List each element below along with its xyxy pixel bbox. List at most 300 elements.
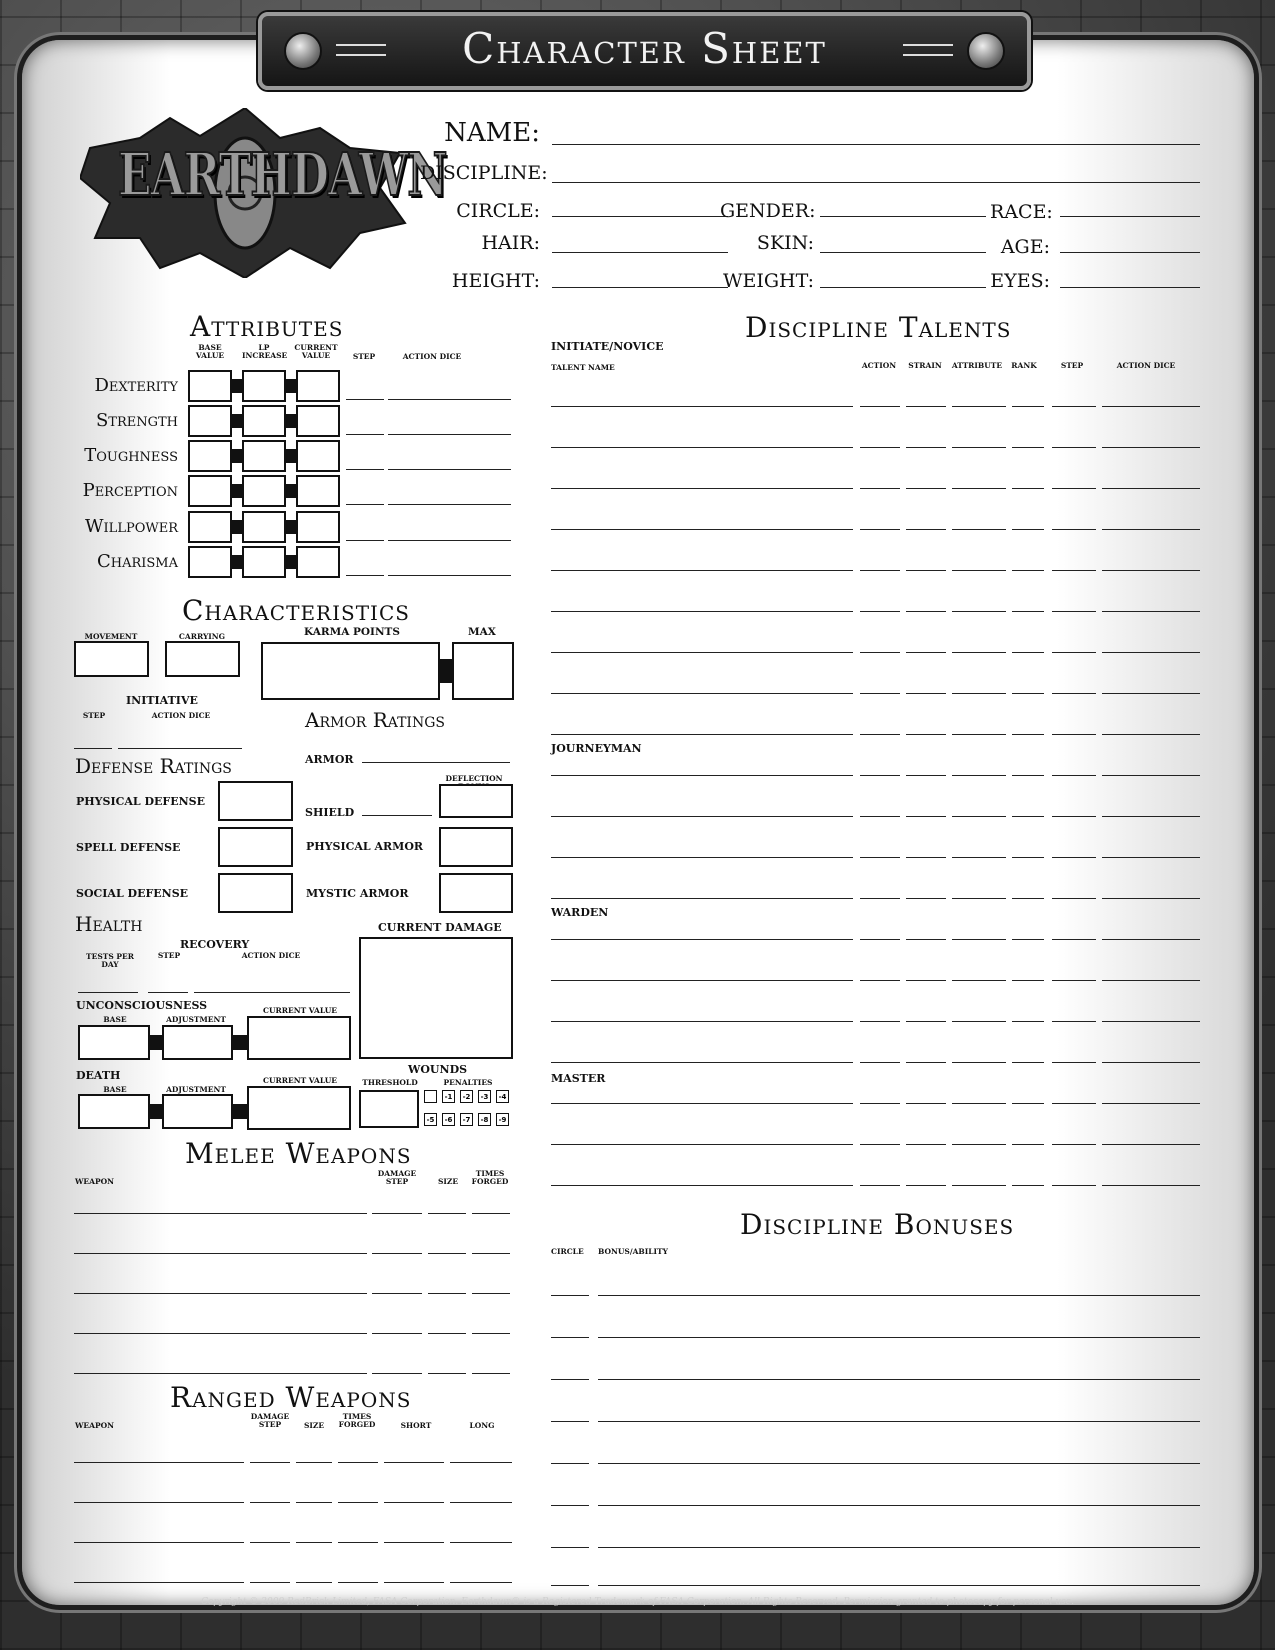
ranged-damage-field[interactable] (250, 1582, 290, 1583)
height-field[interactable] (552, 287, 728, 288)
talent-strain-field[interactable] (906, 734, 946, 735)
talent-action-field[interactable] (860, 529, 900, 530)
shield-field[interactable] (362, 815, 432, 816)
uncon-current-value-box[interactable] (247, 1016, 351, 1060)
attribute-joint (232, 449, 242, 463)
ranged-forged-field[interactable] (338, 1462, 378, 1463)
attribute-step-field[interactable] (346, 540, 384, 541)
talent-strain-field[interactable] (906, 693, 946, 694)
attribute-dice-field[interactable] (388, 469, 511, 470)
ranged-weapon-field[interactable] (74, 1542, 244, 1543)
talent-strain-field[interactable] (906, 447, 946, 448)
talent-strain-field[interactable] (906, 1021, 946, 1022)
attribute-current-box[interactable] (296, 405, 340, 437)
melee-damage-field[interactable] (372, 1333, 422, 1334)
talent-step-field[interactable] (1052, 980, 1096, 981)
talent-name-field[interactable] (551, 857, 853, 858)
talent-action-field[interactable] (860, 406, 900, 407)
talent-rank-field[interactable] (1012, 1062, 1044, 1063)
ranged-size-field[interactable] (296, 1502, 332, 1503)
bonus-circle-field[interactable] (551, 1379, 589, 1380)
death-base-box[interactable] (78, 1094, 150, 1129)
talent-name-field[interactable] (551, 1103, 853, 1104)
attribute-joint (232, 484, 242, 498)
carrying-capacity-label: CARRYING (178, 632, 226, 641)
melee-forged-field[interactable] (472, 1293, 510, 1294)
melee-damage-field[interactable] (372, 1373, 422, 1374)
talent-rank-field[interactable] (1012, 734, 1044, 735)
ranged-short-field[interactable] (384, 1502, 444, 1503)
carrying-capacity-box[interactable] (165, 641, 240, 677)
talent-name-field[interactable] (551, 652, 853, 653)
talent-dice-field[interactable] (1102, 1103, 1200, 1104)
attribute-dice-field[interactable] (388, 434, 511, 435)
talent-action-field[interactable] (860, 693, 900, 694)
talent-rank-field[interactable] (1012, 1103, 1044, 1104)
recovery-step-label: STEP (157, 951, 181, 960)
talent-step-field[interactable] (1052, 488, 1096, 489)
talent-rank-field[interactable] (1012, 1185, 1044, 1186)
wound-penalty-box[interactable] (424, 1090, 437, 1103)
attribute-step-field[interactable] (346, 575, 384, 576)
wound-penalty-box[interactable]: -2 (460, 1090, 473, 1103)
talent-step-field[interactable] (1052, 734, 1096, 735)
bonus-ability-field[interactable] (598, 1337, 1200, 1338)
initiative-dice-field[interactable] (118, 748, 242, 749)
karma-points-box[interactable] (261, 642, 440, 700)
talent-strain-field[interactable] (906, 898, 946, 899)
talent-action-field[interactable] (860, 1185, 900, 1186)
bonus-ability-field[interactable] (598, 1463, 1200, 1464)
eyes-field[interactable] (1060, 287, 1200, 288)
uncon-base-box[interactable] (78, 1025, 150, 1060)
talent-action-field[interactable] (860, 857, 900, 858)
talent-rank-field[interactable] (1012, 775, 1044, 776)
talent-rank-field[interactable] (1012, 1021, 1044, 1022)
talent-step-field[interactable] (1052, 447, 1096, 448)
talent-action-field[interactable] (860, 652, 900, 653)
ranged-short-field[interactable] (384, 1542, 444, 1543)
talent-attribute-field[interactable] (952, 857, 1006, 858)
bonus-circle-field[interactable] (551, 1295, 589, 1296)
talent-attribute-field[interactable] (952, 816, 1006, 817)
melee-weapon-field[interactable] (74, 1213, 367, 1214)
talent-attribute-field[interactable] (952, 1185, 1006, 1186)
talent-dice-field[interactable] (1102, 529, 1200, 530)
talent-dice-field[interactable] (1102, 447, 1200, 448)
initiative-label: INITIATIVE (126, 694, 198, 707)
talent-step-field[interactable] (1052, 1062, 1096, 1063)
melee-size-field[interactable] (428, 1213, 466, 1214)
talent-header-rank: RANK (1011, 361, 1037, 370)
ranged-damage-field[interactable] (250, 1462, 290, 1463)
attribute-lp-box[interactable] (242, 475, 286, 507)
talent-step-field[interactable] (1052, 611, 1096, 612)
melee-weapon-field[interactable] (74, 1293, 367, 1294)
talent-rank-field[interactable] (1012, 611, 1044, 612)
wound-penalty-box[interactable]: -7 (460, 1113, 473, 1126)
talent-dice-field[interactable] (1102, 857, 1200, 858)
talent-dice-field[interactable] (1102, 1062, 1200, 1063)
attribute-current-box[interactable] (296, 370, 340, 402)
movement-rate-label: MOVEMENT (84, 632, 138, 641)
bonus-circle-field[interactable] (551, 1421, 589, 1422)
talent-name-field[interactable] (551, 1144, 853, 1145)
talent-attribute-field[interactable] (952, 775, 1006, 776)
skin-field[interactable] (820, 252, 986, 253)
talent-rank-field[interactable] (1012, 693, 1044, 694)
ranged-long-field[interactable] (450, 1582, 512, 1583)
talent-step-field[interactable] (1052, 570, 1096, 571)
ranged-size-field[interactable] (296, 1542, 332, 1543)
hair-label: HAIR: (481, 232, 540, 254)
race-field[interactable] (1060, 216, 1200, 217)
talent-strain-field[interactable] (906, 611, 946, 612)
tests-per-day-field[interactable] (78, 992, 138, 993)
talent-attribute-field[interactable] (952, 406, 1006, 407)
talent-attribute-field[interactable] (952, 693, 1006, 694)
talent-strain-field[interactable] (906, 570, 946, 571)
attribute-base-box[interactable] (188, 546, 232, 578)
melee-forged-field[interactable] (472, 1213, 510, 1214)
melee-size-field[interactable] (428, 1333, 466, 1334)
ranged-short-field[interactable] (384, 1462, 444, 1463)
talent-step-field[interactable] (1052, 1021, 1096, 1022)
bonus-circle-field[interactable] (551, 1337, 589, 1338)
talent-attribute-field[interactable] (952, 570, 1006, 571)
ranged-size-field[interactable] (296, 1462, 332, 1463)
name-field[interactable] (552, 144, 1200, 145)
ranged-long-field[interactable] (450, 1542, 512, 1543)
wounds-threshold-box[interactable] (359, 1090, 419, 1128)
talent-rank-field[interactable] (1012, 898, 1044, 899)
talent-dice-field[interactable] (1102, 570, 1200, 571)
ranged-header-weapon: WEAPON (75, 1421, 114, 1430)
armor-field[interactable] (362, 762, 510, 763)
talent-rank-field[interactable] (1012, 857, 1044, 858)
bonus-ability-field[interactable] (598, 1585, 1200, 1586)
wound-penalty-box[interactable]: -9 (496, 1113, 509, 1126)
talent-attribute-field[interactable] (952, 898, 1006, 899)
weight-field[interactable] (820, 287, 986, 288)
talent-step-field[interactable] (1052, 529, 1096, 530)
talent-dice-field[interactable] (1102, 693, 1200, 694)
talent-strain-field[interactable] (906, 816, 946, 817)
recovery-dice-field[interactable] (194, 992, 350, 993)
ranged-weapon-field[interactable] (74, 1462, 244, 1463)
talent-action-field[interactable] (860, 447, 900, 448)
melee-damage-field[interactable] (372, 1293, 422, 1294)
discipline-field[interactable] (552, 182, 1200, 183)
talent-name-field[interactable] (551, 1185, 853, 1186)
attribute-base-box[interactable] (188, 405, 232, 437)
talent-attribute-field[interactable] (952, 1103, 1006, 1104)
attribute-base-box[interactable] (188, 475, 232, 507)
talent-strain-field[interactable] (906, 1062, 946, 1063)
ranged-forged-field[interactable] (338, 1582, 378, 1583)
talent-attribute-field[interactable] (952, 488, 1006, 489)
ranged-forged-field[interactable] (338, 1502, 378, 1503)
bonus-ability-field[interactable] (598, 1547, 1200, 1548)
ranged-weapon-field[interactable] (74, 1502, 244, 1503)
talent-strain-field[interactable] (906, 775, 946, 776)
talent-rank-field[interactable] (1012, 447, 1044, 448)
melee-weapon-field[interactable] (74, 1373, 367, 1374)
bonus-circle-field[interactable] (551, 1505, 589, 1506)
talent-attribute-field[interactable] (952, 611, 1006, 612)
talent-strain-field[interactable] (906, 1103, 946, 1104)
talent-name-field[interactable] (551, 1021, 853, 1022)
talent-name-field[interactable] (551, 693, 853, 694)
talent-dice-field[interactable] (1102, 1021, 1200, 1022)
talent-attribute-field[interactable] (952, 939, 1006, 940)
attribute-current-box[interactable] (296, 546, 340, 578)
attribute-dice-field[interactable] (388, 399, 511, 400)
melee-forged-field[interactable] (472, 1373, 510, 1374)
attribute-dice-field[interactable] (388, 540, 511, 541)
talent-step-field[interactable] (1052, 1185, 1096, 1186)
unconsciousness-label: UNCONSCIOUSNESS (76, 999, 208, 1012)
talent-action-field[interactable] (860, 1062, 900, 1063)
wound-penalty-box[interactable]: -4 (496, 1090, 509, 1103)
talent-rank-field[interactable] (1012, 816, 1044, 817)
talent-tier-label-0: INITIATE/NOVICE (551, 340, 664, 353)
talent-step-field[interactable] (1052, 898, 1096, 899)
talent-rank-field[interactable] (1012, 570, 1044, 571)
initiative-action-dice-label: ACTION DICE (151, 711, 211, 720)
attribute-name-2: Toughness (84, 445, 178, 466)
talent-name-field[interactable] (551, 529, 853, 530)
talent-name-field[interactable] (551, 816, 853, 817)
current-damage-box[interactable] (359, 937, 513, 1059)
melee-weapon-field[interactable] (74, 1333, 367, 1334)
deflection-bonus-box[interactable] (439, 784, 513, 818)
talent-name-field[interactable] (551, 406, 853, 407)
talent-step-field[interactable] (1052, 939, 1096, 940)
attribute-lp-box[interactable] (242, 405, 286, 437)
talent-strain-field[interactable] (906, 1144, 946, 1145)
talent-strain-field[interactable] (906, 488, 946, 489)
talent-rank-field[interactable] (1012, 406, 1044, 407)
talent-name-field[interactable] (551, 939, 853, 940)
melee-weapon-field[interactable] (74, 1253, 367, 1254)
attribute-lp-box[interactable] (242, 370, 286, 402)
mystic-armor-box[interactable] (439, 873, 513, 913)
melee-damage-field[interactable] (372, 1213, 422, 1214)
talent-action-field[interactable] (860, 611, 900, 612)
ranged-forged-field[interactable] (338, 1542, 378, 1543)
melee-forged-field[interactable] (472, 1253, 510, 1254)
talent-action-field[interactable] (860, 939, 900, 940)
talent-step-field[interactable] (1052, 652, 1096, 653)
talent-action-field[interactable] (860, 816, 900, 817)
attribute-lp-box[interactable] (242, 546, 286, 578)
attribute-joint (286, 555, 296, 569)
gender-field[interactable] (820, 216, 986, 217)
talent-strain-field[interactable] (906, 980, 946, 981)
talent-action-field[interactable] (860, 1103, 900, 1104)
talent-step-field[interactable] (1052, 775, 1096, 776)
talent-name-field[interactable] (551, 570, 853, 571)
bonus-ability-field[interactable] (598, 1421, 1200, 1422)
talent-dice-field[interactable] (1102, 1144, 1200, 1145)
ranged-damage-field[interactable] (250, 1502, 290, 1503)
talent-dice-field[interactable] (1102, 406, 1200, 407)
talent-strain-field[interactable] (906, 1185, 946, 1186)
ranged-size-field[interactable] (296, 1582, 332, 1583)
talent-step-field[interactable] (1052, 406, 1096, 407)
talent-attribute-field[interactable] (952, 1021, 1006, 1022)
attribute-lp-box[interactable] (242, 511, 286, 543)
talent-dice-field[interactable] (1102, 652, 1200, 653)
ranged-long-field[interactable] (450, 1462, 512, 1463)
talent-dice-field[interactable] (1102, 611, 1200, 612)
attribute-base-box[interactable] (188, 370, 232, 402)
social-defense-box[interactable] (218, 873, 293, 913)
death-current-value-box[interactable] (247, 1086, 351, 1130)
talent-action-field[interactable] (860, 488, 900, 489)
talent-action-field[interactable] (860, 570, 900, 571)
talent-attribute-field[interactable] (952, 980, 1006, 981)
wound-penalty-box[interactable]: -5 (424, 1113, 437, 1126)
talent-rank-field[interactable] (1012, 652, 1044, 653)
melee-size-field[interactable] (428, 1293, 466, 1294)
movement-rate-box[interactable] (74, 641, 149, 677)
bonus-ability-field[interactable] (598, 1505, 1200, 1506)
talent-dice-field[interactable] (1102, 734, 1200, 735)
attribute-current-box[interactable] (296, 440, 340, 472)
attribute-step-field[interactable] (346, 504, 384, 505)
talent-dice-field[interactable] (1102, 1185, 1200, 1186)
attribute-step-field[interactable] (346, 399, 384, 400)
attribute-dice-field[interactable] (388, 504, 511, 505)
wound-penalty-box[interactable]: -3 (478, 1090, 491, 1103)
wounds-penalties-label: PENALTIES (443, 1078, 493, 1087)
bonus-ability-field[interactable] (598, 1295, 1200, 1296)
talent-attribute-field[interactable] (952, 1144, 1006, 1145)
talent-dice-field[interactable] (1102, 939, 1200, 940)
talent-name-field[interactable] (551, 1062, 853, 1063)
attribute-base-box[interactable] (188, 440, 232, 472)
talent-action-field[interactable] (860, 734, 900, 735)
talent-attribute-field[interactable] (952, 447, 1006, 448)
bonus-ability-field[interactable] (598, 1379, 1200, 1380)
talent-attribute-field[interactable] (952, 734, 1006, 735)
attribute-base-box[interactable] (188, 511, 232, 543)
talent-rank-field[interactable] (1012, 488, 1044, 489)
talent-strain-field[interactable] (906, 652, 946, 653)
melee-weapons-title: Melee Weapons (185, 1137, 412, 1170)
physical-defense-box[interactable] (218, 781, 293, 821)
talent-attribute-field[interactable] (952, 1062, 1006, 1063)
talent-action-field[interactable] (860, 1144, 900, 1145)
ranged-short-field[interactable] (384, 1582, 444, 1583)
circle-field[interactable] (552, 216, 728, 217)
talent-action-field[interactable] (860, 980, 900, 981)
characteristics-title: Characteristics (182, 594, 410, 627)
initiative-step-field[interactable] (74, 748, 112, 749)
melee-size-field[interactable] (428, 1253, 466, 1254)
talent-step-field[interactable] (1052, 816, 1096, 817)
talent-name-field[interactable] (551, 488, 853, 489)
talent-dice-field[interactable] (1102, 488, 1200, 489)
spell-defense-label: SPELL DEFENSE (76, 841, 181, 854)
talent-name-field[interactable] (551, 734, 853, 735)
talent-step-field[interactable] (1052, 1103, 1096, 1104)
age-field[interactable] (1060, 252, 1200, 253)
bonus-circle-field[interactable] (551, 1585, 589, 1586)
weight-label: WEIGHT: (722, 270, 814, 292)
talent-action-field[interactable] (860, 898, 900, 899)
ranged-long-field[interactable] (450, 1502, 512, 1503)
talent-step-field[interactable] (1052, 1144, 1096, 1145)
talent-attribute-field[interactable] (952, 529, 1006, 530)
attribute-joint (286, 449, 296, 463)
talent-action-field[interactable] (860, 775, 900, 776)
height-label: HEIGHT: (451, 270, 540, 292)
ranged-header-long: LONG (469, 1421, 495, 1430)
death-adjustment-box[interactable] (162, 1094, 233, 1129)
talent-dice-field[interactable] (1102, 816, 1200, 817)
talent-rank-field[interactable] (1012, 1144, 1044, 1145)
hair-field[interactable] (552, 252, 728, 253)
attribute-step-field[interactable] (346, 469, 384, 470)
talent-name-field[interactable] (551, 447, 853, 448)
karma-max-box[interactable] (452, 642, 514, 700)
talent-name-field[interactable] (551, 898, 853, 899)
talent-step-field[interactable] (1052, 693, 1096, 694)
talent-rank-field[interactable] (1012, 939, 1044, 940)
talent-rank-field[interactable] (1012, 529, 1044, 530)
talent-dice-field[interactable] (1102, 898, 1200, 899)
uncon-adjustment-box[interactable] (162, 1025, 233, 1060)
talent-dice-field[interactable] (1102, 980, 1200, 981)
melee-damage-field[interactable] (372, 1253, 422, 1254)
bonus-circle-field[interactable] (551, 1463, 589, 1464)
talent-strain-field[interactable] (906, 939, 946, 940)
melee-forged-field[interactable] (472, 1333, 510, 1334)
physical-armor-box[interactable] (439, 827, 513, 867)
attribute-current-box[interactable] (296, 475, 340, 507)
talent-strain-field[interactable] (906, 529, 946, 530)
wound-penalty-box[interactable]: -8 (478, 1113, 491, 1126)
wound-penalty-box[interactable]: -1 (442, 1090, 455, 1103)
ranged-damage-field[interactable] (250, 1542, 290, 1543)
talent-step-field[interactable] (1052, 857, 1096, 858)
recovery-step-field[interactable] (148, 992, 188, 993)
spell-defense-box[interactable] (218, 827, 293, 867)
ranged-weapon-field[interactable] (74, 1582, 244, 1583)
talent-attribute-field[interactable] (952, 652, 1006, 653)
talent-name-field[interactable] (551, 775, 853, 776)
talent-strain-field[interactable] (906, 406, 946, 407)
attribute-current-box[interactable] (296, 511, 340, 543)
talent-name-field[interactable] (551, 980, 853, 981)
talent-tier-label-2: WARDEN (551, 906, 609, 919)
talent-rank-field[interactable] (1012, 980, 1044, 981)
wound-penalty-box[interactable]: -6 (442, 1113, 455, 1126)
talent-action-field[interactable] (860, 1021, 900, 1022)
talent-strain-field[interactable] (906, 857, 946, 858)
attribute-dice-field[interactable] (388, 575, 511, 576)
attribute-lp-box[interactable] (242, 440, 286, 472)
talent-name-field[interactable] (551, 611, 853, 612)
attribute-step-field[interactable] (346, 434, 384, 435)
bonus-circle-field[interactable] (551, 1547, 589, 1548)
melee-header-size: SIZE (437, 1177, 459, 1186)
talent-dice-field[interactable] (1102, 775, 1200, 776)
melee-size-field[interactable] (428, 1373, 466, 1374)
